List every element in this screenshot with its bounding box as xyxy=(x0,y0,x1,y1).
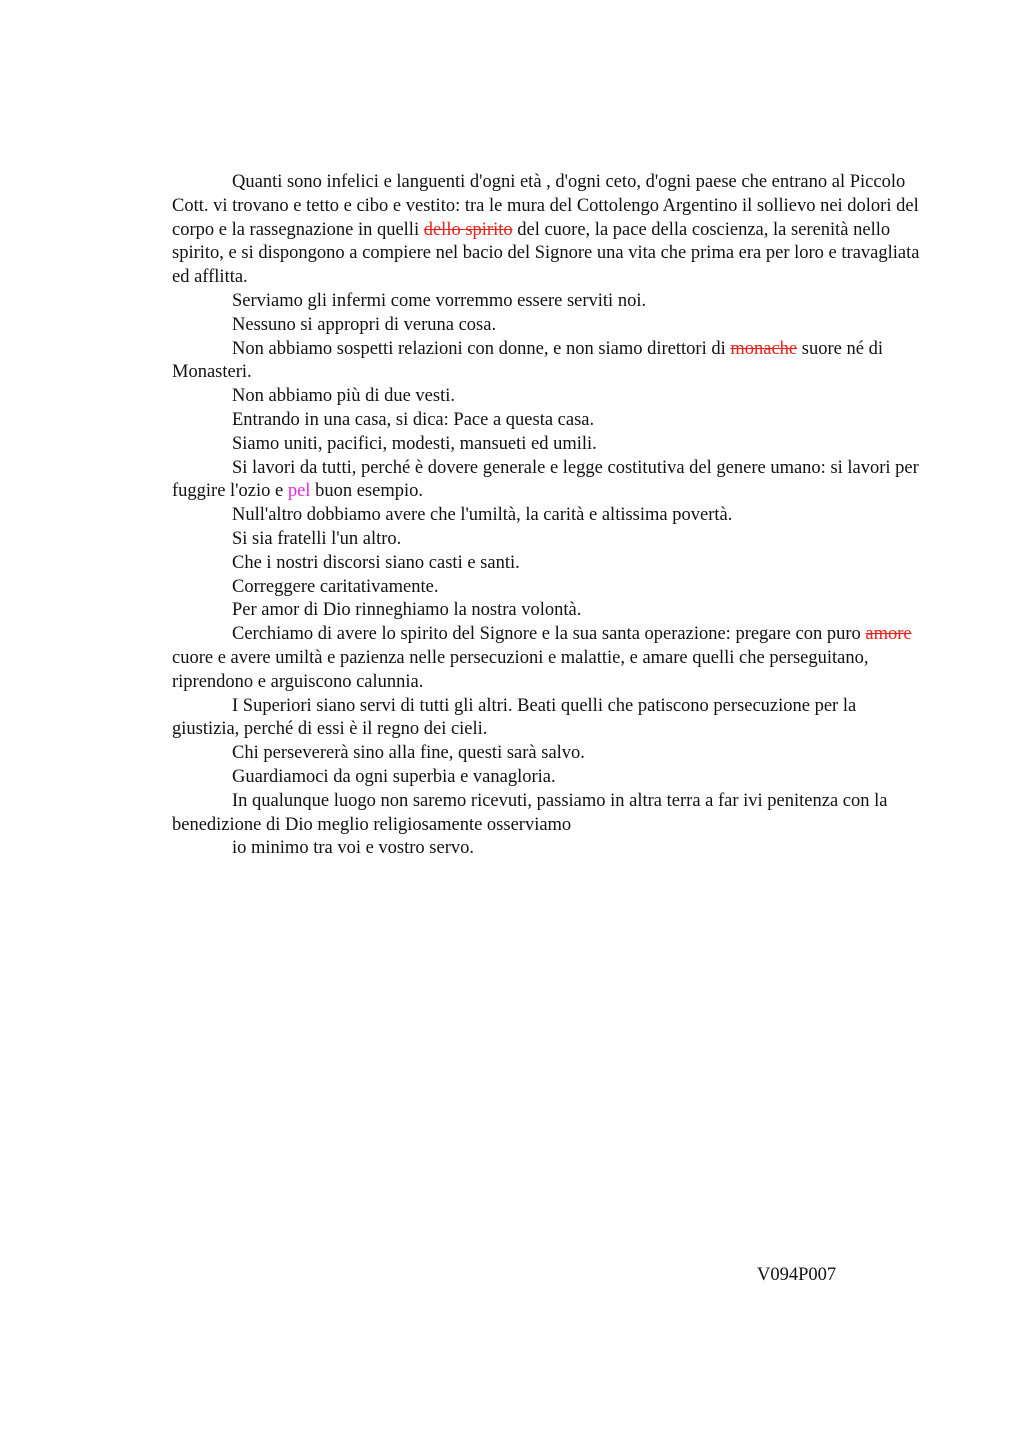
paragraph-7: Siamo uniti, pacifici, modesti, mansueti ed umili. xyxy=(232,433,597,454)
deleted-text: monache xyxy=(730,338,798,359)
paragraph-8-text-a: Si lavori da tutti, perché è dovere generale e legge costitutiva del genere umano: si lavori per fuggire l'ozio e xyxy=(172,457,919,502)
paragraph-5: Non abbiamo più di due vesti. xyxy=(232,386,455,407)
paragraph-14-text-b: cuore e avere umiltà e pazienza nelle persecuzioni e malattie, e amare quelli che perseguitano, riprendono e arguiscono calunnia. xyxy=(172,647,869,692)
paragraph-13: Per amor di Dio rinneghiamo la nostra volontà. xyxy=(232,600,582,621)
page-code: V094P007 xyxy=(757,1265,837,1285)
paragraph-18: In qualunque luogo non saremo ricevuti, passiamo in altra terra a far ivi penitenza con la benedizione di Dio meglio religiosamente osserviamo xyxy=(172,790,888,835)
paragraph-16: Chi persevererà sino alla fine, questi sarà salvo. xyxy=(232,743,585,764)
paragraph-8-text-b: buon esempio. xyxy=(310,481,423,502)
paragraph-11: Che i nostri discorsi siano casti e santi. xyxy=(232,552,520,573)
paragraph-8 xyxy=(172,457,924,505)
paragraph-10: Si sia fratelli l'un altro. xyxy=(232,528,402,549)
paragraph-12: Correggere caritativamente. xyxy=(232,576,439,597)
paragraph-4-text-a: Non abbiamo sospetti relazioni con donne, e non siamo direttori di xyxy=(232,338,731,359)
paragraph-17: Guardiamoci da ogni superbia e vanagloria. xyxy=(232,766,556,787)
inserted-text: pel xyxy=(287,481,311,502)
deleted-text: dello spirito xyxy=(423,219,513,240)
paragraph-19: io minimo tra voi e vostro servo. xyxy=(232,838,475,859)
paragraph-1 xyxy=(172,171,924,290)
paragraph-2: Serviamo gli infermi come vorremmo essere serviti noi. xyxy=(232,290,647,311)
paragraph-1-text-a: Quanti sono infelici e languenti d'ogni età , d'ogni ceto, d'ogni paese che entrano al Piccolo Cott. vi trovano e tetto e cibo e vestito: tra le mura del Cottolengo Argentino il sollievo nei dolori del corpo e la rassegnazione in quelli xyxy=(172,172,919,240)
paragraph-4-text-b: suore né di Monasteri. xyxy=(172,338,883,383)
document-body xyxy=(172,171,924,861)
paragraph-14 xyxy=(172,623,924,694)
deleted-text: amore xyxy=(865,624,912,645)
paragraph-9: Null'altro dobbiamo avere che l'umiltà, la carità e altissima povertà. xyxy=(232,505,733,526)
paragraph-14-text-a: Cerchiamo di avere lo spirito del Signore e la sua santa operazione: pregare con puro xyxy=(232,624,866,645)
paragraph-3: Nessuno si appropri di veruna cosa. xyxy=(232,314,497,335)
paragraph-4 xyxy=(172,338,924,386)
paragraph-6: Entrando in una casa, si dica: Pace a questa casa. xyxy=(232,409,595,430)
paragraph-1-text-b: del cuore, la pace della coscienza, la serenità nello spirito, e si dispongono a compiere nel bacio del Signore una vita che prima era per loro e travagliata ed afflitta. xyxy=(172,219,920,288)
paragraph-15: I Superiori siano servi di tutti gli altri. Beati quelli che patiscono persecuzione per la giustizia, perché di essi è il regno dei cieli. xyxy=(172,695,857,740)
